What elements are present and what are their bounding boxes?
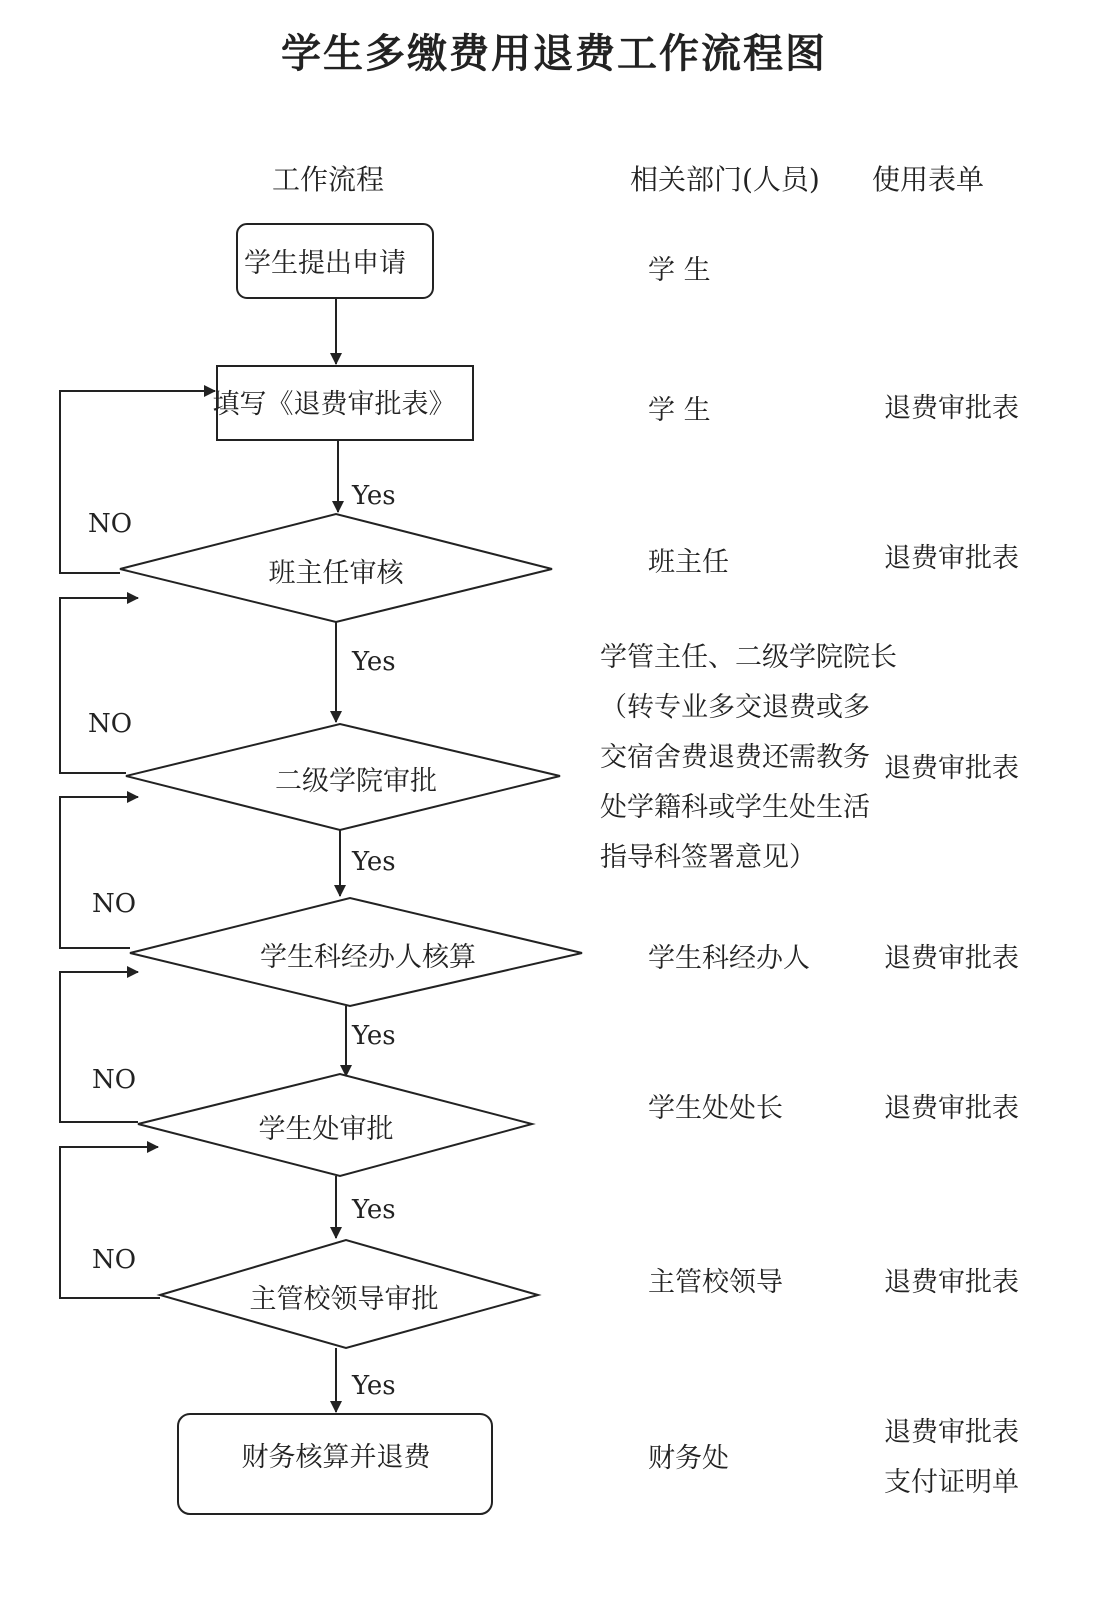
- header-process: 工作流程: [272, 163, 385, 196]
- form-leader: 退费审批表: [884, 1267, 1019, 1298]
- yes-label: Yes: [352, 1021, 396, 1051]
- yes-label: Yes: [352, 1195, 396, 1225]
- node-leader-label: 主管校领导审批: [249, 1284, 439, 1315]
- yes-label: Yes: [352, 647, 396, 677]
- form-office: 退费审批表: [884, 1093, 1019, 1124]
- no-label: NO: [88, 509, 133, 539]
- node-headteacher-label: 班主任审核: [268, 558, 404, 589]
- node-college-label: 二级学院审批: [275, 766, 437, 797]
- form-finance-approval: 退费审批表: [884, 1417, 1019, 1448]
- yes-label: Yes: [352, 1371, 396, 1401]
- no-loop-office: [60, 972, 138, 1122]
- no-loop-headteacher: [60, 391, 215, 573]
- page-title: 学生多缴费用退费工作流程图: [281, 30, 827, 77]
- node-fill-label: 填写《退费审批表》: [212, 389, 456, 420]
- dept-college: 学管主任、二级学院院长 （转专业多交退费或多 交宿舍费退费还需教务 处学籍科或学生处生活 指导科签署意见）: [600, 642, 897, 873]
- header-form: 使用表单: [872, 163, 985, 196]
- form-headteacher: 退费审批表: [884, 543, 1019, 574]
- node-finance-label: 财务核算并退费: [241, 1442, 431, 1473]
- node-clerk-label: 学生科经办人核算: [260, 942, 476, 973]
- no-loop-college: [60, 598, 138, 773]
- no-label: NO: [92, 889, 137, 919]
- no-loop-leader: [60, 1147, 160, 1298]
- dept-leader: 主管校领导: [648, 1267, 783, 1298]
- dept-headteacher: 班主任: [648, 547, 729, 578]
- dept-finance: 财务处: [648, 1443, 729, 1474]
- dept-fill: 学 生: [648, 395, 711, 426]
- no-label: NO: [92, 1245, 137, 1275]
- form-clerk: 退费审批表: [884, 943, 1019, 974]
- header-department: 相关部门(人员): [630, 163, 820, 196]
- dept-clerk: 学生科经办人: [648, 943, 810, 974]
- form-fill: 退费审批表: [884, 393, 1019, 424]
- no-loop-clerk: [60, 797, 138, 948]
- node-apply-label: 学生提出申请: [244, 248, 406, 279]
- form-college: 退费审批表: [884, 753, 1019, 784]
- no-label: NO: [92, 1065, 137, 1095]
- node-office-label: 学生处审批: [258, 1114, 394, 1145]
- dept-apply: 学 生: [648, 255, 711, 286]
- dept-office: 学生处处长: [648, 1093, 783, 1124]
- no-label: NO: [88, 709, 133, 739]
- form-finance-payment: 支付证明单: [884, 1467, 1019, 1498]
- yes-label: Yes: [352, 481, 396, 511]
- yes-label: Yes: [352, 847, 396, 877]
